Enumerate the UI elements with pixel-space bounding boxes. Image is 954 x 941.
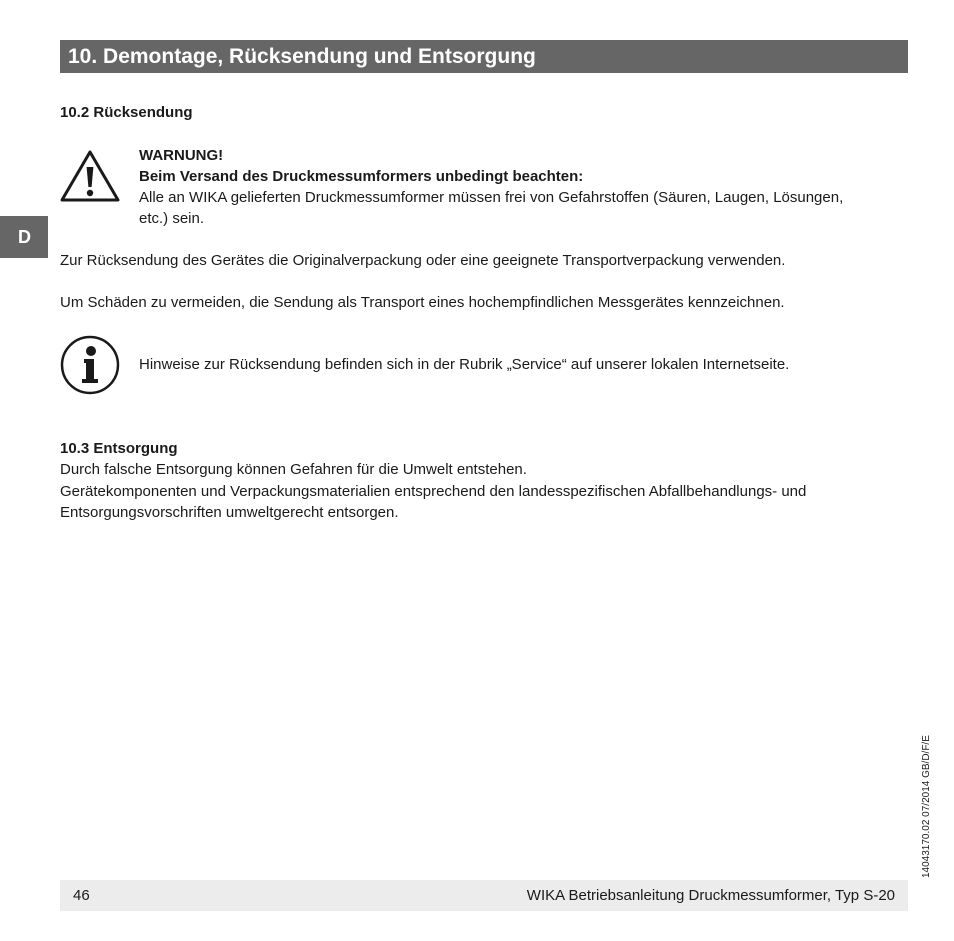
document-number: 14043170.02 07/2014 GB/D/F/E (921, 735, 932, 878)
info-text: Hinweise zur Rücksendung befinden sich in der Rubrik „Service“ auf unserer lokalen Internetseite. (139, 356, 790, 373)
warning-subheading: Beim Versand des Druckmessumformers unbedingt beachten: (139, 168, 584, 185)
warning-text-line-2: etc.) sein. (139, 210, 205, 227)
returns-paragraph-packaging: Zur Rücksendung des Gerätes die Originalverpackung oder eine geeignete Transportverpackung verwenden. (60, 252, 786, 269)
footer-document-title: WIKA Betriebsanleitung Druckmessumformer, Typ S-20 (526, 887, 895, 904)
page-number: 46 (73, 887, 90, 904)
warning-triangle-icon (59, 149, 121, 203)
section-heading-returns: 10.2 Rücksendung (60, 104, 193, 121)
language-tab-label: D (18, 227, 31, 247)
warning-text-line-1: Alle an WIKA gelieferten Druckmessumformer müssen frei von Gefahrstoffen (Säuren, Laugen, Lösungen, (139, 189, 844, 206)
chapter-header-bar (60, 40, 908, 73)
disposal-text-line-3: Entsorgungsvorschriften umweltgerecht entsorgen. (60, 504, 399, 521)
section-heading-disposal: 10.3 Entsorgung (60, 440, 178, 457)
info-icon (60, 335, 120, 395)
warning-label: WARNUNG! (139, 147, 224, 164)
chapter-title: 10. Demontage, Rücksendung und Entsorgung (68, 45, 536, 68)
disposal-text-line-1: Durch falsche Entsorgung können Gefahren für die Umwelt entstehen. (60, 461, 527, 478)
language-tab (0, 216, 48, 258)
returns-paragraph-labeling: Um Schäden zu vermeiden, die Sendung als Transport eines hochempfindlichen Messgerätes kennzeichnen. (60, 294, 785, 311)
page-footer (60, 880, 908, 911)
disposal-text-line-2: Gerätekomponenten und Verpackungsmaterialien entsprechend den landesspezifischen Abfallbehandlungs- und (60, 483, 807, 500)
